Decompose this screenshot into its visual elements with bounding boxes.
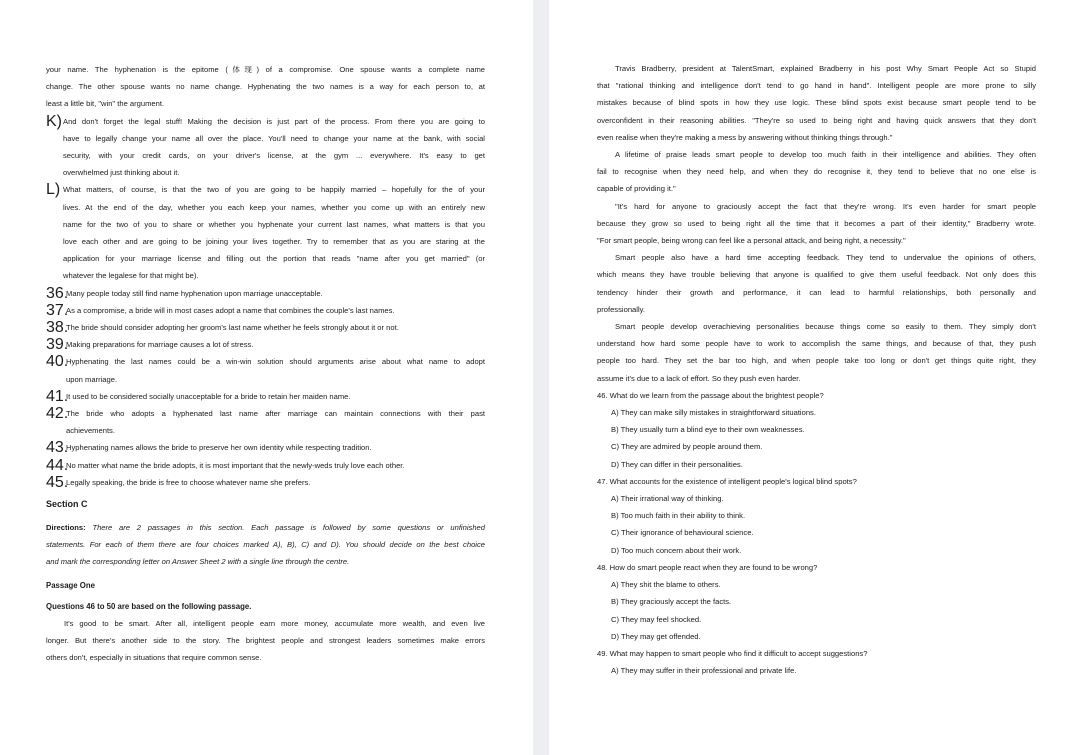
statement-number: 44. <box>46 456 69 474</box>
statement-item <box>46 474 485 491</box>
statement-text: The bride who adopts a hyphenated last name after marriage can maintain connections with their past <box>66 409 485 419</box>
text-line: others don't, especially in situations that require common sense. <box>46 653 262 663</box>
answer-option: B) They usually turn a blind eye to their own weaknesses. <box>611 425 805 435</box>
answer-option: D) They may get offended. <box>611 631 701 641</box>
statement-number: 39. <box>46 336 69 354</box>
intro-paragraph <box>46 61 485 113</box>
statement-item <box>46 302 485 319</box>
question-list <box>597 387 1036 679</box>
text-line: And don't forget the legal stuff! Making the decision is just part of the process. From there you are going to <box>63 116 485 126</box>
passage-paragraph <box>597 318 1036 387</box>
text-line: people too hard. They set the bar too high, and when people take too long or don't get things quite right, they <box>597 356 1036 366</box>
question-block <box>597 473 1036 559</box>
directions-text: There are 2 passages in this section. Each passage is followed by some questions or unfinished <box>92 523 485 533</box>
text-line: because they grow so used to being right all the time that it becomes a part of their identity," Bradberry wrote. <box>597 218 1036 228</box>
text-line: longer. But there's another side to the story. The brightest people and strongest leaders sometimes make errors <box>46 635 485 645</box>
question-text: 48. How do smart people react when they are found to be wrong? <box>597 562 818 572</box>
passage-paragraph <box>597 198 1036 250</box>
question-text: 46. What do we learn from the passage about the brightest people? <box>597 390 824 400</box>
answer-option: B) Too much faith in their ability to think. <box>611 511 746 521</box>
passage-body <box>597 60 1036 387</box>
answer-option: D) They can differ in their personalities. <box>611 459 743 469</box>
statement-text: The bride should consider adopting her groom's last name whether he feels strongly about it or not. <box>66 323 399 333</box>
section-title: Section C <box>46 499 88 510</box>
statement-item <box>46 353 485 387</box>
statement-text: Making preparations for marriage causes a lot of stress. <box>66 340 254 350</box>
statement-item <box>46 388 485 405</box>
text-line: mistakes because of blind spots in how they use logic. These blind spots exist because smart people tend to be <box>597 98 1036 108</box>
passage-paragraph <box>46 615 485 667</box>
text-line: Travis Bradberry, president at TalentSmart, explained Bradberry in his post Why Smart People Act so Stupid <box>615 64 1036 73</box>
text-line: overconfident in their reasoning abilities. "They're so used to being right and having quick answers that they don't <box>597 115 1036 125</box>
text-line: change. The other spouse wants no name change. Hyphenating the two names is a way for each person to, at <box>46 82 485 92</box>
answer-option: B) They graciously accept the facts. <box>611 597 732 607</box>
statement-text: As a compromise, a bride will in most cases adopt a name that combines the couple's last names. <box>66 305 395 315</box>
directions-label: Directions: <box>46 523 86 533</box>
text-line: security, with your credit cards, on your driver's license, at the gym ... everywhere. It's easy to get <box>63 151 485 161</box>
left-page <box>0 0 533 755</box>
text-line: which means they have trouble believing that anyone is qualified to give them useful feedback. Not only does this <box>597 270 1036 280</box>
text-line: name for the two of you to share or whether you hyphenate your current last names, what matters is that you <box>63 219 485 229</box>
text-line: fail to recognise when they need help, and when they do recognise it, they tend to believe that no one else is <box>597 167 1036 177</box>
question-block <box>597 559 1036 645</box>
answer-option: C) They may feel shocked. <box>611 614 702 624</box>
statement-number: 43. <box>46 439 69 457</box>
text-line <box>46 519 485 536</box>
text-line: A lifetime of praise leads smart people to develop too much faith in their intelligence and abilities. They often <box>615 150 1036 160</box>
text-line: application for your marriage license and filling out the portion that reads "name after you get married" (or <box>63 254 485 264</box>
statement-text: Hyphenating the last names could be a win-win solution should arguments arise about what name to adopt <box>66 357 485 367</box>
paragraph-marker: K) <box>46 112 62 130</box>
statement-number: 45. <box>46 473 69 491</box>
question-text: 49. What may happen to smart people who find it difficult to accept suggestions? <box>597 648 868 658</box>
statement-number: 37. <box>46 301 69 319</box>
text-line: "It's hard for anyone to graciously accept the fact that they're wrong. It's even harder for smart people <box>615 201 1036 211</box>
statement-number: 40. <box>46 353 69 371</box>
text-line: lives. At the end of the day, whether you each keep your names, whether you come up with an entirely new <box>63 202 485 212</box>
question-text: 47. What accounts for the existence of intelligent people's logical blind spots? <box>597 476 857 486</box>
passage-paragraph <box>597 60 1036 146</box>
statement-number: 36. <box>46 284 69 302</box>
text-line: What matters, of course, is that the two of you are going to be happily married – hopefully for the of your <box>63 185 485 195</box>
answer-option: A) They shit the blame to others. <box>611 580 721 590</box>
answer-option: D) Too much concern about their work. <box>611 545 742 555</box>
text-line: Smart people develop overachieving personalities because things come so easily to them. They simply don't <box>615 322 1036 332</box>
paragraph-k <box>46 113 485 182</box>
text-line: professionally. <box>597 304 645 314</box>
text-line: overwhelmed just thinking about it. <box>63 168 180 178</box>
statement-text: Many people today still find name hyphenation upon marriage unacceptable. <box>66 288 323 298</box>
text-line: assume it's due to a lack of effort. So they push even harder. <box>597 373 801 383</box>
statement-text: achievements. <box>66 426 115 436</box>
text-line: love each other and are going to be joining your lives together. Try to remember that as you are staring at the <box>63 237 485 247</box>
answer-option: A) Their irrational way of thinking. <box>611 494 724 504</box>
answer-option: A) They can make silly mistakes in straightforward situations. <box>611 408 816 418</box>
statement-text: Hyphenating names allows the bride to preserve her own identity while respecting tradition. <box>66 443 372 453</box>
answer-option: C) They are admired by people around them. <box>611 442 763 452</box>
text-line: Smart people also have a hard time accepting feedback. They tend to undervalue the opinions of others, <box>615 253 1036 263</box>
statement-item <box>46 457 485 474</box>
paragraph-l <box>46 181 485 284</box>
questions-intro: Questions 46 to 50 are based on the following passage. <box>46 601 252 611</box>
text-line: whatever the legalese for that might be). <box>63 271 199 281</box>
question-block <box>597 387 1036 473</box>
statement-item <box>46 439 485 456</box>
statement-list <box>46 285 485 491</box>
statement-item <box>46 405 485 439</box>
text-line: have to legally change your name all over the place. You'll need to change your name at the bank, with social <box>63 133 485 143</box>
statement-number: 41. <box>46 387 69 405</box>
text-line: that "rational thinking and intelligence don't tend to go hand in hand". Intelligent people are more prone to silly <box>597 81 1036 91</box>
text-line: statements. For each of them there are four choices marked A), B), C) and D). You should decide on the best choice <box>46 540 485 550</box>
text-line: tendency hinder their growth and performance, it can lead to harmful relationships, both personally and <box>597 287 1036 297</box>
statement-text: Legally speaking, the bride is free to choose whatever name she prefers. <box>66 477 311 487</box>
passage-paragraph <box>597 146 1036 198</box>
answer-option: A) They may suffer in their professional and private life. <box>611 666 797 676</box>
question-block <box>597 645 1036 679</box>
text-line: It's good to be smart. After all, intelligent people earn more money, accumulate more wealth, and even live <box>64 618 485 628</box>
statement-number: 38. <box>46 319 69 337</box>
statement-item <box>46 285 485 302</box>
passage-paragraph <box>597 249 1036 318</box>
text-line: understand how hard some people have to work to accomplish the same things, and because of that, they push <box>597 339 1036 349</box>
statement-text: It used to be considered socially unacceptable for a bride to retain her maiden name. <box>66 391 351 401</box>
statement-text: upon marriage. <box>66 374 118 384</box>
right-page <box>549 0 1080 755</box>
answer-option: C) Their ignorance of behavioural science. <box>611 528 754 538</box>
directions <box>46 519 485 571</box>
text-line: even realise when they're making a mess by answering without thinking things through." <box>597 132 893 142</box>
text-line: "For smart people, being wrong can feel like a personal attack, and being right, a necessity." <box>597 236 906 246</box>
statement-number: 42. <box>46 405 69 423</box>
text-line: capable of providing it." <box>597 184 676 194</box>
text-line: your name. The hyphenation is the epitome (体现) of a compromise. One spouse wants a complete name <box>46 65 485 74</box>
text-line: and mark the corresponding letter on Answer Sheet 2 with a single line through the centre. <box>46 557 350 567</box>
passage-title: Passage One <box>46 580 95 590</box>
paragraph-marker: L) <box>46 181 61 199</box>
statement-item <box>46 336 485 353</box>
statement-item <box>46 319 485 336</box>
text-line: least a little bit, "win" the argument. <box>46 99 165 109</box>
statement-text: No matter what name the bride adopts, it is most important that the newly-weds truly love each other. <box>66 460 405 470</box>
